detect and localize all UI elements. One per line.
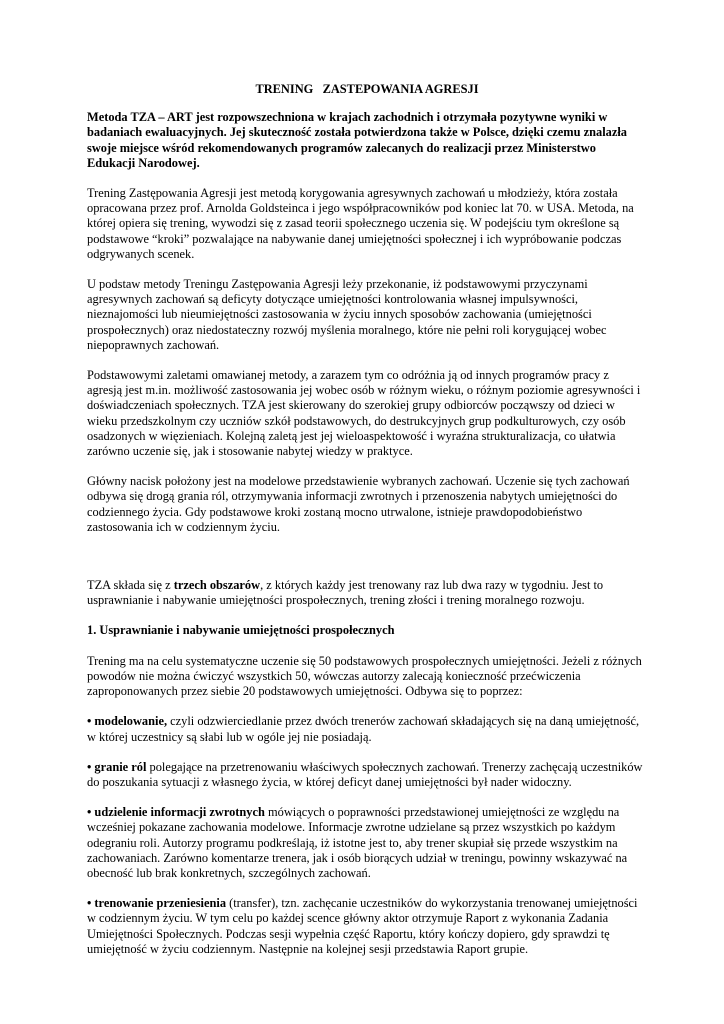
areas-paragraph (87, 578, 647, 608)
body-paragraph: Trening Zastępowania Agresji jest metodą korygowania agresywnych zachowań u młodzieży, która została opracowana przez prof. Arnolda Goldsteinca i jego współpracowników pod koniec lat 70. w USA. Metoda, na której opiera się trening, wywodzi się z zasad teorii społecznego uczenia się. W podejściu tym określone są podstawowe “kroki” pozwalające na nabywanie danej umiejętności społecznej i ich wypróbowanie podczas odgrywanych scenek. (87, 186, 634, 261)
blank-spacer (87, 550, 647, 578)
section-heading: 1. Usprawnianie i nabywanie umiejętności prospołecznych (87, 623, 395, 638)
bullet-item-text: mówiących o poprawności przedstawionej umiejętności ze względu na wcześniej pokazane zachowania modelowe. Informacje zwrotne udzielane są przez wszystkich po każdym odegraniu roli. Autorzy programu podkreślają, iż istotne jest to, aby trener skupiał się przede wszystkim na zachowaniach. Zarówno komentarze trenera, jak i osób biorących udział w treningu, powinny wskazywać na obecność lub brak konkretnych, szczególnych zachowań. (87, 805, 628, 880)
bullet-item (87, 896, 647, 957)
bullet-item-text: czyli odzwierciedlanie przez dwóch trenerów zachowań składających się na daną umiejętność, w której uczestnicy są słabi lub w ogóle jej nie posiadają. (87, 714, 640, 744)
body-paragraph: U podstaw metody Treningu Zastępowania Agresji leży przekonanie, iż podstawowymi przyczynami agresywnych zachowań są deficyty dotyczące umiejętności kontrolowania własnej impulsywności, nieznajomości lub nieumiejętności zastosowania w życiu innych sposobów zachowania (umiejętności prospołecznych) oraz niedostateczny rozwój myślenia moralnego, które nie pełni roli korygującej wobec niepoprawnych zachowań. (87, 277, 607, 352)
bullet-item (87, 805, 647, 881)
bullet-item (87, 760, 647, 790)
bullet-item-term: • granie ról (87, 759, 147, 774)
bullet-item-text: polegające na przetrenowaniu właściwych społecznych zachowań. Trenerzy zachęcają uczestników do poszukania sytuacji z własnego życia, w której deficyt danej umiejętności był nader widoczny. (87, 759, 643, 789)
areas-text-after: , z których każdy jest trenowany raz lub dwa razy w tygodniu. Jest to usprawnianie i nabywanie umiejętności prospołecznych, trening złości i trening moralnego rozwoju. (87, 578, 604, 608)
body-paragraph: Główny nacisk położony jest na modelowe przedstawienie wybranych zachowań. Uczenie się tych zachowań odbywa się drogą grania ról, otrzymywania informacji zwrotnych i przenoszenia nabytych umiejętności do codziennego życia. Gdy podstawowe kroki zostaną mocno utrwalone, istnieje prawdopodobieństwo zastosowania ich w codziennym życiu. (87, 474, 630, 534)
areas-text-before: TZA składa się z (87, 578, 174, 593)
bullet-item-text: (transfer), tzn. zachęcanie uczestników do wykorzystania trenowanej umiejętności w codziennym życiu. W tym celu po każdej scence główny aktor otrzymuje Raport z wykonania Zadania Umiejętności Społecznych. Podczas sesji wypełnia część Raportu, który kończy dopiero, gdy sprawdzi tę umiejętność w życiu codziennym. Następnie na kolejnej sesji przedstawia Raport grupie. (87, 896, 638, 956)
document-page (87, 82, 647, 972)
areas-bold-text: trzech obszarów (173, 578, 261, 593)
bullet-item-term: • modelowanie, (87, 714, 168, 729)
bullet-item-term: • trenowanie przeniesienia (87, 896, 227, 911)
bullet-item (87, 714, 647, 744)
document-title: TRENING ZASTEPOWANIA AGRESJI (255, 82, 479, 96)
section-intro: Trening ma na celu systematyczne uczenie się 50 podstawowych prospołecznych umiejętności. Jeżeli z różnych powodów nie można ćwiczyć wszystkich 50, wówczas autorzy zalecają konieczność przećwiczenia zaproponowanych przez siebie 20 podstawowych umiejętności. Odbywa się to poprzez: (87, 653, 642, 699)
lead-paragraph: Metoda TZA – ART jest rozpowszechniona w krajach zachodnich i otrzymała pozytywne wyniki w badaniach ewaluacyjnych. Jej skuteczność została potwierdzona także w Polsce, dzięki czemu znalazła swoje miejsce wśród rekomendowanych programów zalecanych do realizacji przez Ministerstwo Edukacji Narodowej. (87, 110, 627, 170)
bullet-item-term: • udzielenie informacji zwrotnych (87, 805, 265, 820)
body-paragraph: Podstawowymi zaletami omawianej metody, a zarazem tym co odróżnia ją od innych programów pracy z agresją jest m.in. możliwość zastosowania jej wobec osób w różnym wieku, o różnym poziomie agresywności i doświadczeniach społecznych. TZA jest skierowany do szerokiej grupy odbiorców począwszy od dzieci w wieku przedszkolnym czy uczniów szkół podstawowych, do destrukcyjnych grup podkulturowych, czy osób osadzonych w więzieniach. Kolejną zaletą jest jej wieloaspektowość i wyraźna strukturalizacja, co ułatwia zarówno uczenie się, jak i stosowanie nabytej wiedzy w praktyce. (87, 368, 641, 459)
